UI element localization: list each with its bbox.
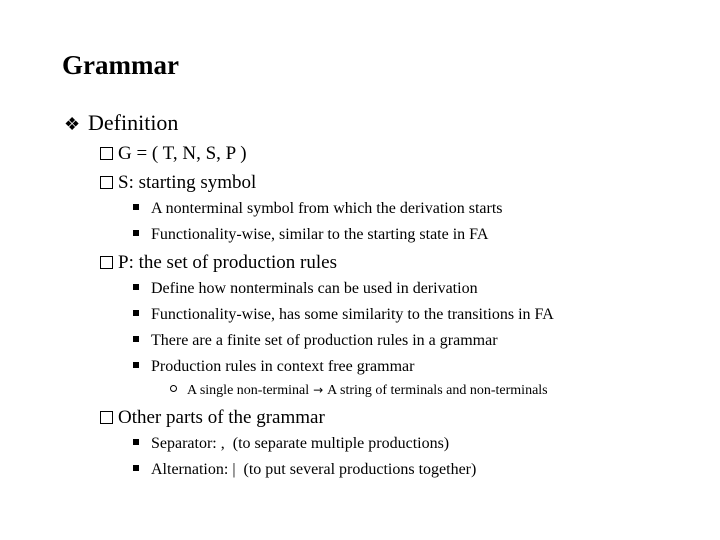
bullet-g-tuple [100,143,247,165]
sub-sub-bullet-cfg [170,383,548,399]
bullet-text: Alternation: | (to put several productions together) [151,461,477,478]
filled-square-bullet-icon [133,336,139,342]
sub-bullet-p1 [133,280,478,298]
bullet-text: Definition [88,110,179,135]
sub-bullet-alternation [133,461,476,479]
sub-bullet-s2 [133,226,488,244]
bullet-text: S: starting symbol [118,172,257,193]
filled-square-bullet-icon [133,204,139,210]
circle-bullet-icon [170,385,177,392]
bullet-other-parts [100,407,325,429]
filled-square-bullet-icon [133,465,139,471]
bullet-s-symbol [100,172,256,194]
bullet-text: Define how nonterminals can be used in derivation [151,280,478,297]
bullet-text: There are a finite set of production rules in a grammar [151,332,498,349]
bullet-p-rules [100,252,337,274]
bullet-text: Separator: , (to separate multiple productions) [151,435,450,452]
slide-title: Grammar [62,50,179,80]
square-bullet-icon [100,176,113,189]
filled-square-bullet-icon [133,439,139,445]
sub-bullet-separator [133,435,449,453]
cfg-left-text: A single non-terminal [187,383,310,398]
diamond-bullet-icon: ❖ [64,114,81,134]
square-bullet-icon [100,256,113,269]
bullet-text: Functionality-wise, similar to the starting state in FA [151,226,489,243]
bullet-text: A nonterminal symbol from which the derivation starts [151,200,503,217]
sub-bullet-p4 [133,358,414,376]
filled-square-bullet-icon [133,362,139,368]
bullet-definition [64,110,178,136]
filled-square-bullet-icon [133,310,139,316]
right-arrow-icon: → [313,383,324,397]
filled-square-bullet-icon [133,284,139,290]
bullet-text: Production rules in context free grammar [151,358,415,375]
bullet-text: G = ( T, N, S, P ) [118,143,247,164]
bullet-text: Other parts of the grammar [118,407,325,428]
sub-bullet-s1 [133,200,503,218]
bullet-text: P: the set of production rules [118,252,337,273]
square-bullet-icon [100,147,113,160]
sub-bullet-p3 [133,332,498,350]
sub-bullet-p2 [133,306,554,324]
cfg-right-text: A string of terminals and non-terminals [327,383,548,398]
filled-square-bullet-icon [133,230,139,236]
bullet-text: Functionality-wise, has some similarity to the transitions in FA [151,306,554,323]
square-bullet-icon [100,411,113,424]
